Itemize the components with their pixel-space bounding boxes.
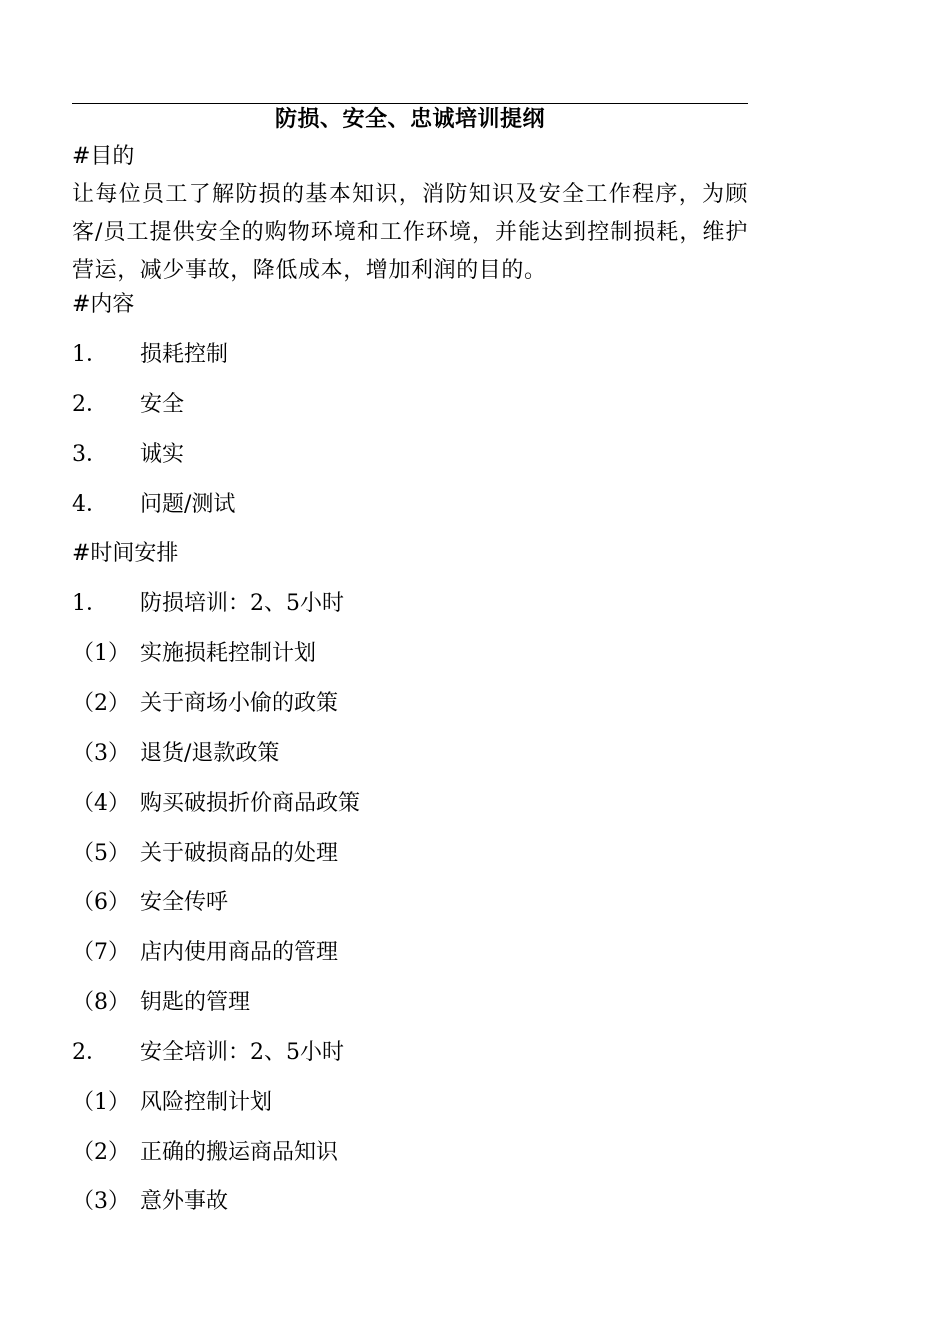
content-item-text: 损耗控制 <box>140 342 229 367</box>
content-item-text: 安全 <box>140 392 185 417</box>
content-item-text: 问题/测试 <box>140 492 236 517</box>
subitem-text: 意外事故 <box>140 1189 229 1214</box>
subitem-number: （2） <box>72 1140 130 1165</box>
subitem-text: 风险控制计划 <box>140 1090 273 1115</box>
subitem-number: （3） <box>72 741 130 766</box>
subitem-number: （6） <box>72 890 130 915</box>
subitem-text: 关于商场小偷的政策 <box>140 691 339 716</box>
purpose-heading: #目的 <box>72 144 135 169</box>
schedule-item-number: 1． <box>72 591 108 616</box>
content-item-number: 1． <box>72 342 108 367</box>
content-heading: #内容 <box>72 292 135 317</box>
subitem-text: 店内使用商品的管理 <box>140 940 339 965</box>
schedule-item-text: 防损培训：2、5小时 <box>140 591 344 616</box>
subitem-text: 钥匙的管理 <box>140 990 251 1015</box>
subitem-number: （7） <box>72 940 130 965</box>
schedule-item-text: 安全培训：2、5小时 <box>140 1040 344 1065</box>
document-title: 防损、安全、忠诚培训提纲 <box>274 106 545 132</box>
subitem-text: 退货/退款政策 <box>140 741 280 766</box>
content-item-text: 诚实 <box>140 442 185 467</box>
subitem-number: （5） <box>72 841 130 866</box>
subitem-text: 关于破损商品的处理 <box>140 841 339 866</box>
subitem-number: （8） <box>72 990 130 1015</box>
content-item-number: 4． <box>72 492 108 517</box>
content-item-number: 3． <box>72 442 108 467</box>
subitem-number: （2） <box>72 691 130 716</box>
subitem-number: （1） <box>72 641 130 666</box>
subitem-text: 实施损耗控制计划 <box>140 641 317 666</box>
subitem-text: 购买破损折价商品政策 <box>140 791 361 816</box>
subitem-number: （1） <box>72 1090 130 1115</box>
schedule-item-number: 2． <box>72 1040 108 1065</box>
schedule-heading: #时间安排 <box>72 541 179 566</box>
subitem-number: （3） <box>72 1189 130 1214</box>
subitem-text: 安全传呼 <box>140 890 229 915</box>
purpose-paragraph: 让每位员工了解防损的基本知识，消防知识及安全工作程序，为顾客/员工提供安全的购物环境和工作环境，并能达到控制损耗，维护营运，减少事故，降低成本，增加利润的目的。 <box>72 182 748 283</box>
subitem-text: 正确的搬运商品知识 <box>140 1140 339 1165</box>
subitem-number: （4） <box>72 791 130 816</box>
content-item-number: 2． <box>72 392 108 417</box>
